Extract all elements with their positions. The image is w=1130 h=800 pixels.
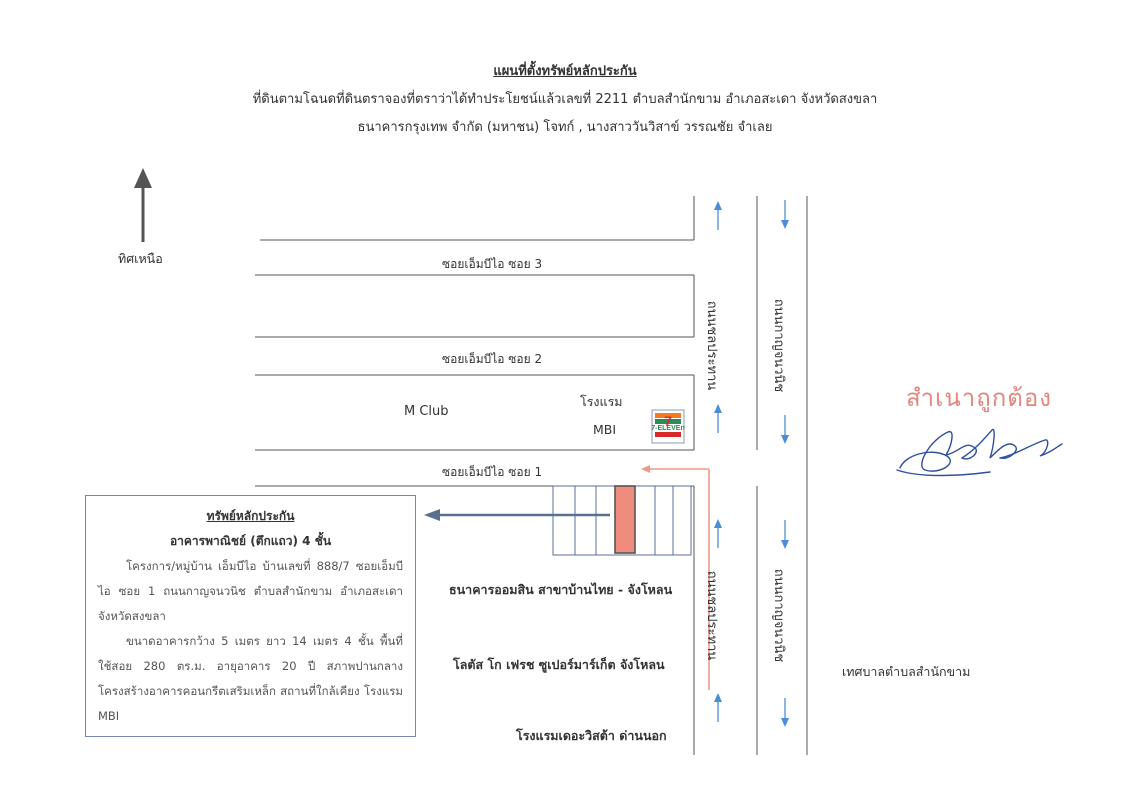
seven-eleven-logo-text: 7-ELEVEn [651,425,685,432]
kanchanavanich-road-label-lower: ถนนกาญจนวนิช [771,568,787,663]
collateral-unit [615,486,635,553]
municipality-label: เทศบาลตำบลสำนักขาม [842,664,971,679]
soi-3-label: ซอยเอ็มบีไอ ซอย 3 [442,257,543,271]
building-details-paragraph: ขนาดอาคารกว้าง 5 เมตร ยาว 14 เมตร 4 ชั้น พื้นที่ใช้สอย 280 ตร.ม. อายุอาคาร 20 ปี สภาพปานกลาง โครงสร้างอาคารคอนกรีตเสริมเหล็ก สถานที่ใกล้เคียง โรงแรม MBI [98,634,403,723]
map-title: แผนที่ตั้งทรัพย์หลักประกัน [493,64,637,79]
chonprathan-road-label-upper: ถนนชลประทาน [704,300,720,391]
north-arrow-icon [134,168,152,242]
collateral-heading: ทรัพย์หลักประกัน [206,509,295,523]
collateral-info-box [85,495,416,737]
address-paragraph: โครงการ/หมู่บ้าน เอ็มบีไอ บ้านเลขที่ 888/7 ซอยเอ็มบีไอ ซอย 1 ถนนกาญจนวนิช ตำบลสำนักขาม อำเภอสะเดา จังหวัดสงขลา [98,559,403,623]
lotus-label: โลตัส โก เฟรช ซูเปอร์มาร์เก็ต จังโหลน [453,657,665,672]
soi-2-label: ซอยเอ็มบีไอ ซอย 2 [442,352,543,366]
north-label: ทิศเหนือ [118,251,163,266]
certified-copy-stamp: สำเนาถูกต้อง [906,384,1052,412]
the-vista-hotel-label: โรงแรมเดอะวิสต้า ด่านนอก [516,728,667,743]
chonprathan-road-label-lower: ถนนชลประทาน [704,570,720,661]
seven-eleven-logo-icon [651,410,684,443]
case-parties: ธนาคารกรุงเทพ จำกัด (มหาชน) โจทก์ , นางสาววันวิสาข์ วรรณชัย จำเลย [357,120,773,135]
gsb-bank-label: ธนาคารออมสิน สาขาบ้านไทย - จังโหลน [449,582,673,597]
signature [897,429,1062,475]
deed-description: ที่ดินตามโฉนดที่ดินตราจองที่ตราว่าได้ทำประโยชน์แล้วเลขที่ 2211 ตำบลสำนักขาม อำเภอสะเดา จังหวัดสงขลา [252,92,878,107]
hotel-mbi-label-bottom: MBI [593,422,617,437]
m-club-label: M Club [404,404,449,419]
kanchanavanich-road-label-upper: ถนนกาญจนวนิช [771,298,787,393]
soi-1-label: ซอยเอ็มบีไอ ซอย 1 [442,465,543,479]
pointer-arrow-icon [424,509,610,521]
hotel-mbi-label-top: โรงแรม [580,394,623,409]
svg-text:7: 7 [664,413,672,429]
building-type-heading: อาคารพาณิชย์ (ตึกแถว) 4 ชั้น [169,534,332,548]
